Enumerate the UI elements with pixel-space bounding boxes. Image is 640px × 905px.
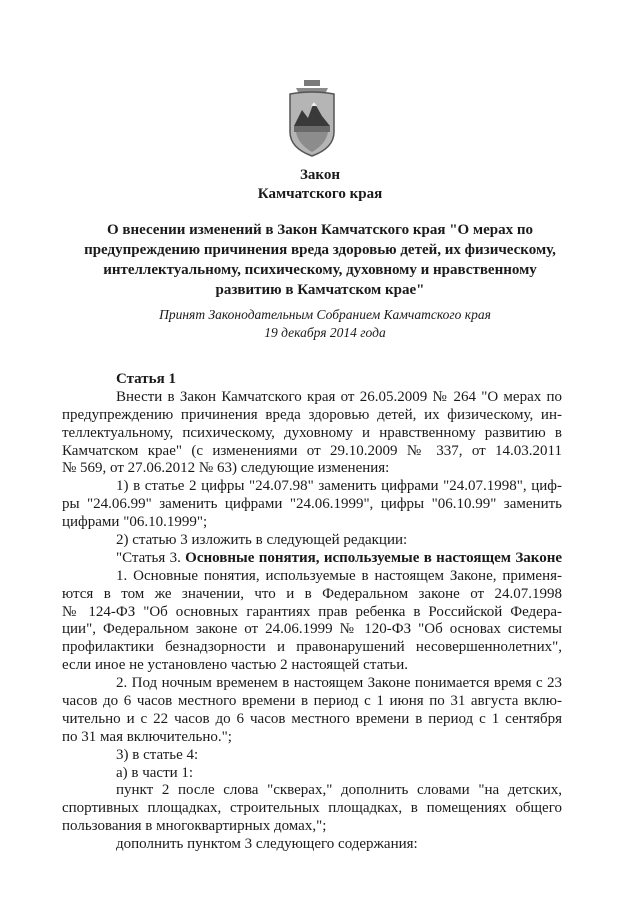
heading-line: предупреждению причинения вреда здоровью детей, их физическому, xyxy=(84,242,556,258)
adoption-line: Принят Законодательным Собранием Камчатского края xyxy=(159,307,491,322)
body-line: ры "24.06.99" заменить цифрами "24.06.1999", цифры "06.10.99" заменить xyxy=(62,496,562,513)
body-line: теллектуальному, психическому, духовному и нравственному развитию в xyxy=(62,424,562,441)
body-line: дополнить пунктом 3 следующего содержания: xyxy=(116,836,418,853)
body-line: 1) в статье 2 цифры "24.07.98" заменить цифрами "24.07.1998", циф- xyxy=(116,478,562,495)
body-line: если иное не установлено частью 2 настоящей статьи. xyxy=(62,657,409,674)
body-line: 2. Под ночным временем в настоящем Законе понимается время с 23 xyxy=(116,675,562,692)
body-line: 1. Основные понятия, используемые в настоящем Законе, применя- xyxy=(116,567,562,584)
body-line: по 31 мая включительно."; xyxy=(62,728,232,745)
body-line: спортивных площадках, строительных площадках, в помещениях общего xyxy=(62,800,562,817)
article-3-heading: "Статья 3. Основные понятия, используемые в настоящем Законе xyxy=(116,549,563,566)
body-line: Внести в Закон Камчатского края от 26.05.2009 № 264 "О мерах по xyxy=(116,388,562,405)
heading-line: О внесении изменений в Закон Камчатского края "О мерах по xyxy=(106,222,534,238)
heading-line: развитию в Камчатском крае" xyxy=(215,282,425,298)
body-line: 3) в статье 4: xyxy=(116,746,199,763)
body-line: ются в том же значении, что и в Федеральном законе от 24.07.1998 xyxy=(62,585,562,602)
coat-of-arms-icon xyxy=(286,80,338,158)
heading-line: интеллектуальному, психическому, духовному и нравственному xyxy=(103,262,537,278)
article-title: Статья 1 xyxy=(116,371,176,387)
body-line: пользования в многоквартирных домах,"; xyxy=(62,818,327,835)
body-line: ции", Федеральном законе от 24.06.1999 № 120-ФЗ "Об основах системы xyxy=(62,621,562,638)
body-line: чительно и с 22 часов до 6 часов местного времени в период с 1 сентября xyxy=(62,710,562,727)
adoption-date: 19 декабря 2014 года xyxy=(264,325,386,340)
body-line: 2) статью 3 изложить в следующей редакции: xyxy=(116,532,408,549)
region-name: Камчатского края xyxy=(257,186,383,202)
body-line: № 569, от 27.06.2012 № 63) следующие изменения: xyxy=(62,460,390,477)
body-line: профилактики безнадзорности и правонарушений несовершеннолетних", xyxy=(62,639,562,656)
body-line: пункт 2 после слова "скверах," дополнить словами "на детских, xyxy=(116,782,562,799)
body-line: цифрами "06.10.1999"; xyxy=(62,514,208,531)
body-line: Камчатском крае" (с изменениями от 29.10.2009 № 337, от 14.03.2011 xyxy=(62,442,562,459)
law-body xyxy=(62,371,562,854)
body-line: предупреждению причинения вреда здоровью детей, их физическому, ин- xyxy=(62,406,562,423)
body-line: № 124-ФЗ "Об основных гарантиях прав ребенка в Российской Федера- xyxy=(62,603,562,620)
adoption-note xyxy=(90,306,560,342)
body-line: а) в части 1: xyxy=(116,764,194,781)
document-type: Закон xyxy=(299,167,340,183)
law-heading xyxy=(70,220,570,300)
body-line: часов до 6 часов местного времени в период с 1 июня по 31 августа вклю- xyxy=(62,693,562,710)
